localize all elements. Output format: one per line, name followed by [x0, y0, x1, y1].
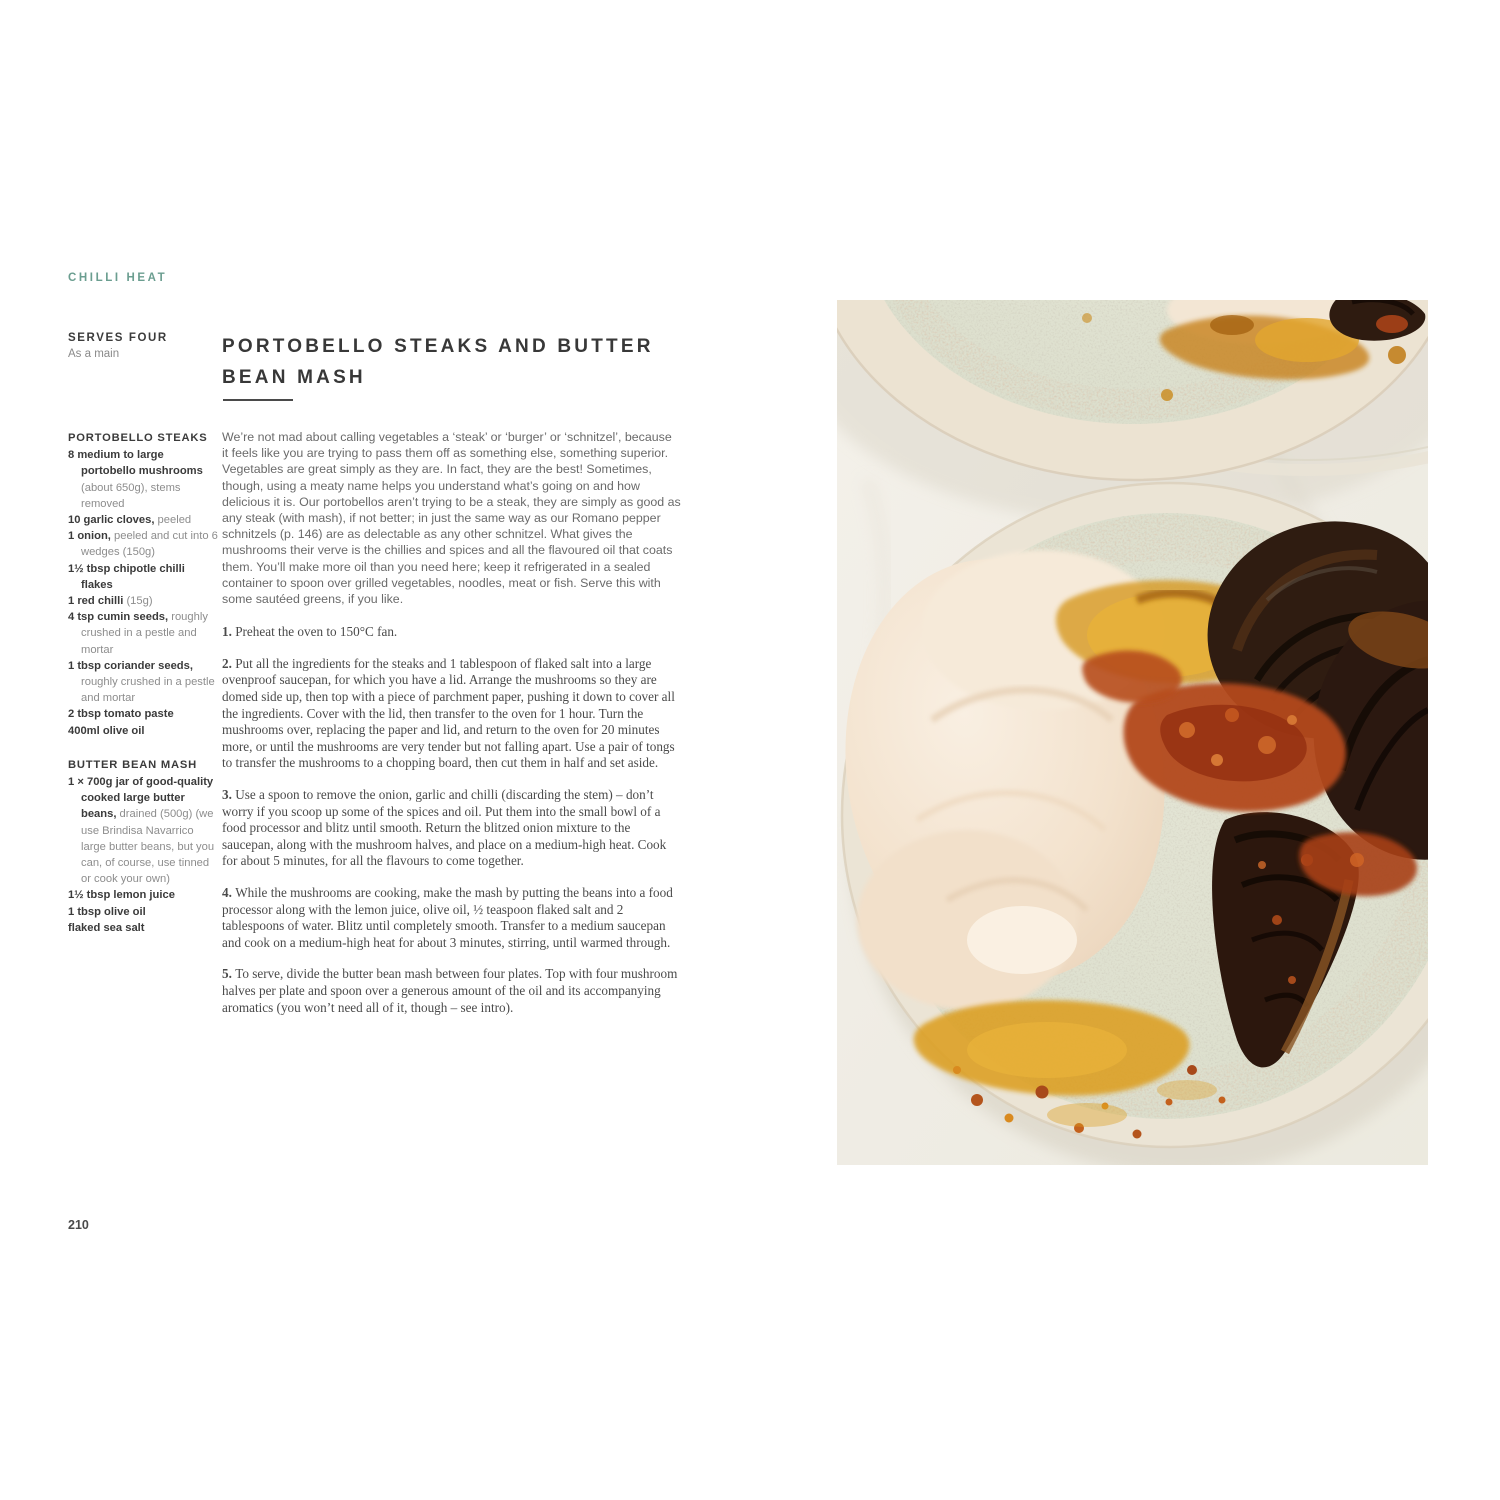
ingredient-group: [68, 430, 218, 739]
ingredient-item: [68, 512, 218, 528]
steps-list: [222, 624, 681, 1016]
ingredient-quantity: 1 tbsp olive oil: [68, 905, 146, 918]
ingredient-note: (about 650g), stems removed: [81, 481, 181, 510]
method-step: 4. While the mushrooms are cooking, make the mash by putting the beans into a food processor along with the lemon juice, olive oil, ½ teaspoon flaked salt and 2 tablespoons of water. Blitz until completely smooth. Transfer to a medium saucepan and cook on a medium-high heat for about 3 minutes, stirring, until warmed through.: [222, 884, 673, 950]
ingredient-quantity: 400ml olive oil: [68, 724, 145, 737]
ingredient-note: roughly crushed in a pestle and mortar: [81, 611, 208, 656]
ingredient-quantity: 1 onion,: [68, 530, 111, 543]
recipe-photo: [837, 300, 1428, 1165]
ingredient-quantity: 1½ tbsp chipotle chilli flakes: [68, 562, 185, 591]
recipe-title: PORTOBELLO STEAKS AND BUTTER BEAN MASH: [222, 336, 654, 389]
ingredient-quantity: 4 tsp cumin seeds,: [68, 611, 169, 624]
ingredient-item: [68, 774, 218, 887]
ingredient-item: [68, 561, 218, 593]
ingredient-item: [68, 904, 218, 920]
page-number: 210: [68, 1218, 89, 1232]
step-number: 5.: [222, 966, 236, 982]
serves-subheading: As a main: [68, 348, 120, 360]
ingredient-note: (15g): [123, 595, 153, 608]
ingredient-note: peeled: [154, 514, 192, 527]
ingredient-item: [68, 920, 218, 936]
serves-block: [68, 332, 218, 360]
ingredient-item: [68, 723, 218, 739]
step-number: 2.: [222, 655, 236, 671]
recipe-photo-illustration: [837, 300, 1428, 1165]
recipe-intro: We’re not mad about calling vegetables a ‘steak’ or ‘burger’ or ‘schnitzel’, because it feels like you are trying to pass them off as something else, something superior. Vegetables are great simply as they are. In fact, they are the best! Sometimes, though, using a meaty name helps you understand what’s going on and how delicious it is. Our portobellos aren’t trying to be a steak, they are simply as good as any steak (with mash), if not better; in just the same way as our Romano pepper schnitzels (p. 146) are as delectable as any other schnitzel. What gives the mushrooms their verve is the chillies and spices and all the flavoured oil that coats them. You’ll make more oil than you need here; keep it refrigerated in a sealed container to spoon over grilled vegetables, noodles, meat or fish. Serve this with some sautéed greens, if you like.: [222, 430, 681, 607]
ingredient-item: [68, 887, 218, 903]
ingredient-item: [68, 706, 218, 722]
ingredient-quantity: 2 tbsp tomato paste: [68, 708, 174, 721]
method-step: 1. Preheat the oven to 150°C fan.: [222, 624, 398, 640]
method-column: [222, 429, 681, 1031]
serves-heading: SERVES FOUR: [68, 332, 168, 344]
ingredient-quantity: 10 garlic cloves,: [68, 514, 155, 527]
ingredient-quantity: 1½ tbsp lemon juice: [68, 889, 175, 902]
ingredient-item: [68, 447, 218, 512]
ingredient-note: roughly crushed in a pestle and mortar: [81, 676, 215, 705]
step-number: 3.: [222, 786, 236, 802]
ingredient-note: drained (500g) (we use Brindisa Navarrico large butter beans, but you can, of course, use tinned or cook your own): [81, 808, 215, 886]
ingredient-note: peeled and cut into 6 wedges (150g): [81, 530, 218, 559]
ingredient-group-heading: BUTTER BEAN MASH: [68, 758, 198, 771]
ingredient-item: [68, 658, 218, 707]
method-step: 2. Put all the ingredients for the steaks and 1 tablespoon of flaked salt into a large ovenproof saucepan, for which you have a lid. Arrange the mushrooms so they are domed side up, then top with a piece of parchment paper, pushing it down to cover all the ingredients. Cover with the lid, then transfer to the oven for 1 hour. Turn the mushrooms over, replacing the paper and lid, and return to the oven for 20 minutes more, or until the mushrooms are very tender but not falling apart. Use a pair of tongs to transfer the mushrooms to a chopping board, then cut them in half and set aside.: [222, 655, 675, 771]
method-step: 3. Use a spoon to remove the onion, garlic and chilli (discarding the stem) – don’t worry if you scoop up some of the spices and oil. Put them into the small bowl of a food processor and blitz until smooth. Return the blitzed onion mixture to the saucepan, along with the mushroom halves, and place on a medium-high heat. Cook for about 5 minutes, for all the flavours to come together.: [222, 786, 667, 869]
method-step: 5. To serve, divide the butter bean mash between four plates. Top with four mushroom halves per plate and spoon over a generous amount of the oil and its accompanying aromatics (you won’t need all of it, though – see intro).: [222, 966, 678, 1015]
ingredient-item: [68, 528, 218, 560]
ingredient-quantity: 1 red chilli: [68, 595, 124, 608]
ingredient-quantity: 1 × 700g jar of good-quality cooked large butter beans,: [68, 776, 214, 821]
ingredient-quantity: flaked sea salt: [68, 921, 145, 934]
chapter-label: CHILLI HEAT: [68, 272, 168, 284]
step-number: 1.: [222, 624, 236, 640]
ingredient-item: [68, 609, 218, 658]
ingredient-item: [68, 593, 218, 609]
ingredient-quantity: 1 tbsp coriander seeds,: [68, 659, 193, 672]
ingredient-group-heading: PORTOBELLO STEAKS: [68, 432, 208, 444]
ingredient-group: [68, 757, 218, 936]
ingredient-quantity: 8 medium to large portobello mushrooms: [68, 449, 203, 478]
title-divider: [223, 399, 293, 401]
ingredients-column: [68, 430, 218, 954]
step-number: 4.: [222, 884, 236, 900]
